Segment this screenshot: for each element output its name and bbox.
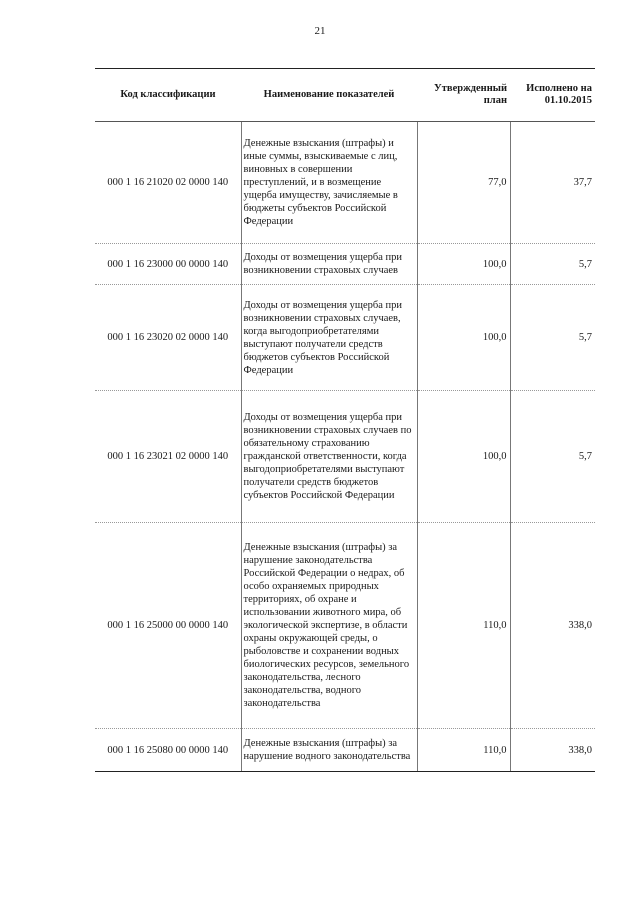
page-number: 21	[314, 25, 326, 37]
cell-plan: 100,0	[417, 391, 510, 523]
cell-done: 5,7	[510, 285, 595, 391]
cell-plan: 100,0	[417, 285, 510, 391]
cell-code: 000 1 16 23021 02 0000 140	[95, 391, 241, 523]
cell-done: 37,7	[510, 122, 595, 244]
cell-done: 5,7	[510, 244, 595, 285]
table-row	[95, 244, 595, 285]
table-body	[95, 122, 595, 772]
cell-code: 000 1 16 25080 00 0000 140	[95, 729, 241, 772]
revenue-table	[95, 68, 595, 772]
cell-code: 000 1 16 23000 00 0000 140	[95, 244, 241, 285]
table-header	[95, 69, 595, 122]
cell-plan: 77,0	[417, 122, 510, 244]
cell-code: 000 1 16 21020 02 0000 140	[95, 122, 241, 244]
cell-name: Доходы от возмещения ущерба при возникновении страховых случаев	[241, 244, 417, 285]
cell-done: 338,0	[510, 729, 595, 772]
header-done: Исполнено на 01.10.2015	[510, 69, 595, 122]
table-row	[95, 285, 595, 391]
cell-name: Денежные взыскания (штрафы) за нарушение законодательства Российской Федерации о недрах, об особо охраняемых природных территориях, об охране и использовании животного мира, об экологической экспертизе, в области охраны окружающей среды, о рыболовстве и сохранении водных биологических ресурсов, земельного законодательства, лесного законодательства, водного законодательства	[241, 523, 417, 729]
table-row	[95, 729, 595, 772]
cell-name: Денежные взыскания (штрафы) и иные суммы, взыскиваемые с лиц, виновных в совершении преступлений, и в возмещение ущерба имуществу, зачисляемые в бюджеты субъектов Российской Федерации	[241, 122, 417, 244]
cell-name: Денежные взыскания (штрафы) за нарушение водного законодательства	[241, 729, 417, 772]
table-row	[95, 391, 595, 523]
header-row	[95, 69, 595, 122]
cell-name: Доходы от возмещения ущерба при возникновении страховых случаев, когда выгодоприобретателями выступают получатели средств бюджетов субъектов Российской Федерации	[241, 285, 417, 391]
cell-name: Доходы от возмещения ущерба при возникновении страховых случаев по обязательному страхованию гражданской ответственности, когда выгодоприобретателями выступают получатели средств бюджетов субъектов Российской Федерации	[241, 391, 417, 523]
table-row	[95, 523, 595, 729]
cell-done: 5,7	[510, 391, 595, 523]
cell-plan: 110,0	[417, 523, 510, 729]
header-plan: Утвержденный план	[417, 69, 510, 122]
cell-done: 338,0	[510, 523, 595, 729]
table-row	[95, 122, 595, 244]
cell-code: 000 1 16 23020 02 0000 140	[95, 285, 241, 391]
header-name: Наименование показателей	[241, 69, 417, 122]
cell-plan: 100,0	[417, 244, 510, 285]
cell-code: 000 1 16 25000 00 0000 140	[95, 523, 241, 729]
cell-plan: 110,0	[417, 729, 510, 772]
header-code: Код классификации	[95, 69, 241, 122]
